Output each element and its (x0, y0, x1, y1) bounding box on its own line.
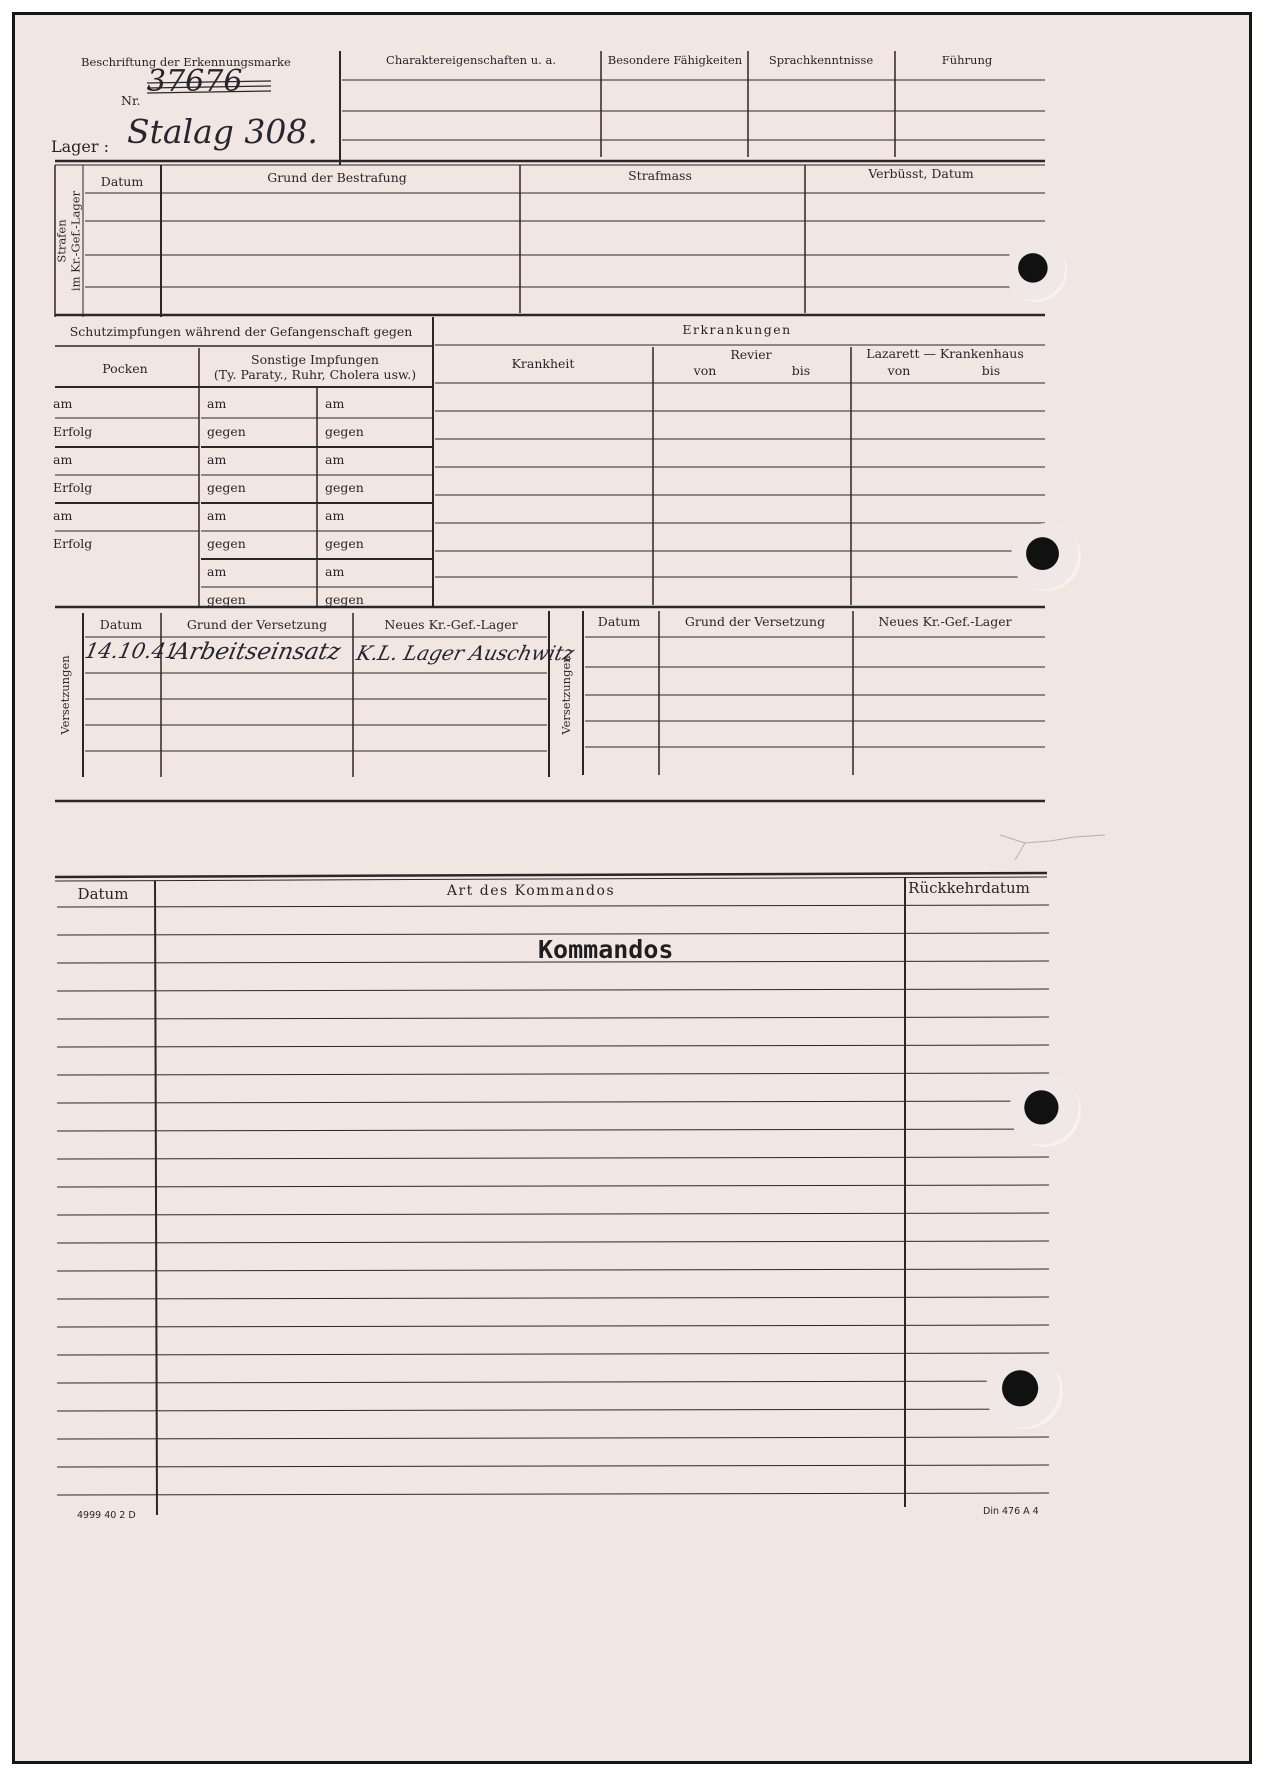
revier-von-header: von (693, 363, 717, 378)
versetzung-datum-header-left: Datum (99, 617, 143, 632)
sonstige-b-row-7: am (325, 564, 345, 579)
pocken-row-erfolg-1: Erfolg (53, 424, 93, 439)
strafen-side-label (55, 191, 84, 291)
erkrankungen-title: Erkrankungen (682, 322, 792, 337)
sonstige-a-row-5: am (207, 508, 227, 523)
pocken-row-am-3: am (53, 508, 73, 523)
sprachkenntnisse-header: Sprachkenntnisse (768, 53, 874, 67)
versetzungen-side-label-right: Versetzungen (558, 655, 573, 735)
sonstige-b-row-3: am (325, 452, 345, 467)
sonstige-a-row-3: am (207, 452, 227, 467)
sonstige-b-row-4: gegen (325, 480, 364, 495)
sonstige-b-row-6: gegen (325, 536, 364, 551)
impfungen-title: Schutzimpfungen während der Gefangenschaft gegen (69, 324, 413, 339)
punch-hole (985, 1355, 1063, 1429)
versetzung-lager-entry: K.L. Lager Auschwitz (354, 641, 577, 665)
pocken-row-erfolg-2: Erfolg (53, 480, 93, 495)
form-rules (15, 15, 1252, 1764)
versetzung-grund-header-right: Grund der Versetzung (684, 614, 826, 629)
nr-value: 37676 (147, 64, 243, 99)
krankheit-header: Krankheit (511, 356, 575, 371)
punch-hole (1009, 1075, 1081, 1147)
sonstige-a-row-6: gegen (207, 536, 246, 551)
sonstige-b-row-2: gegen (325, 424, 364, 439)
revier-header: Revier (730, 347, 772, 362)
sonstige-a-row-8: gegen (207, 592, 246, 607)
revier-bis-header: bis (791, 363, 811, 378)
sonstige-a-row-4: gegen (207, 480, 246, 495)
faehigkeiten-header: Besondere Fähigkeiten (607, 53, 743, 67)
sonstige-a-row-1: am (207, 396, 227, 411)
sonstige-impfungen-subheader: (Ty. Paraty., Ruhr, Cholera usw.) (213, 367, 417, 382)
pocken-row-erfolg-3: Erfolg (53, 536, 93, 551)
erkennungsmarke-label: Beschriftung der Erkennungsmarke (81, 55, 291, 69)
din-label: Din 476 A 4 (983, 1506, 1039, 1517)
sonstige-b-row-8: gegen (325, 592, 364, 607)
kommandos-title: Kommandos (538, 935, 674, 964)
nr-label: Nr. (121, 93, 141, 108)
sonstige-b-row-1: am (325, 396, 345, 411)
strafen-grund-header: Grund der Bestrafung (267, 170, 407, 185)
sonstige-b-row-5: am (325, 508, 345, 523)
sonstige-a-row-2: gegen (207, 424, 246, 439)
lazarett-header: Lazarett — Krankenhaus (866, 346, 1024, 361)
versetzungen-side-label-left: Versetzungen (57, 655, 72, 735)
form-number: 4999 40 2 D (77, 1510, 136, 1521)
versetzung-grund-entry: Arbeitseinsatz (170, 639, 343, 665)
pocken-header: Pocken (102, 361, 148, 376)
strafen-side-label-2: im Kr.-Gef.-Lager (69, 190, 83, 292)
strafen-side-label-1: Strafen (54, 219, 69, 263)
fuehrung-header: Führung (941, 53, 993, 67)
sonstige-impfungen-header: Sonstige Impfungen (251, 352, 379, 367)
kommandos-rueckkehrdatum-header: Rückkehrdatum (908, 879, 1030, 897)
lazarett-bis-header: bis (981, 363, 1001, 378)
versetzung-datum-header-right: Datum (597, 614, 641, 629)
strafen-strafmass-header: Strafmass (628, 168, 692, 183)
lager-value: Stalag 308. (127, 112, 318, 151)
kommandos-datum-header: Datum (77, 885, 129, 903)
pocken-row-am-1: am (53, 396, 73, 411)
versetzung-grund-header-left: Grund der Versetzung (186, 617, 328, 632)
sonstige-a-row-7: am (207, 564, 227, 579)
strafen-verbuesst-header: Verbüsst, Datum (868, 166, 974, 181)
punch-hole (1005, 240, 1067, 302)
lazarett-von-header: von (887, 363, 911, 378)
document-sheet (12, 12, 1252, 1764)
strafen-datum-header: Datum (100, 174, 144, 189)
versetzung-lager-header-right: Neues Kr.-Gef.-Lager (878, 614, 1012, 629)
kommandos-art-header: Art des Kommandos (446, 883, 616, 899)
versetzung-lager-header-left: Neues Kr.-Gef.-Lager (384, 617, 518, 632)
punch-hole (1011, 523, 1081, 591)
charaktereigenschaften-header: Charaktereigenschaften u. a. (386, 53, 556, 67)
lager-label: Lager : (51, 137, 109, 156)
versetzung-datum-entry: 14.10.41 (82, 639, 182, 663)
pocken-row-am-2: am (53, 452, 73, 467)
